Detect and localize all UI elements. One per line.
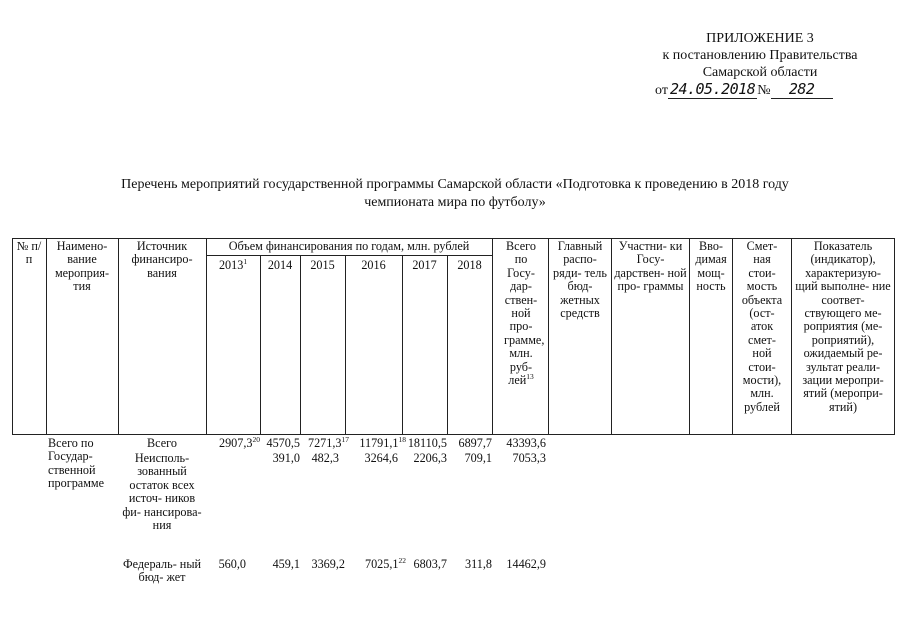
year-2013-text: 2013 bbox=[218, 258, 244, 272]
number-prefix: № bbox=[757, 83, 771, 98]
row-federal-2015: 3369,2 bbox=[311, 557, 345, 571]
grid-line bbox=[689, 238, 690, 435]
row-federal-2016 bbox=[340, 555, 406, 571]
value: 7025,1 bbox=[364, 557, 399, 571]
appendix-decree: к постановлению Правительства bbox=[662, 48, 858, 63]
row-federal-2018: 311,8 bbox=[465, 557, 492, 571]
header-source: Источник финансиро- вания bbox=[131, 239, 193, 280]
row-total-name: Всего по Государ- ственной программе bbox=[48, 436, 105, 491]
funding-subheader-line bbox=[206, 255, 492, 256]
grid-line bbox=[260, 255, 261, 435]
header-year-2017: 2017 bbox=[412, 258, 437, 272]
handwritten-number: 282 bbox=[771, 80, 833, 99]
header-year-2013 bbox=[206, 258, 260, 273]
header-year-2015: 2015 bbox=[310, 258, 335, 272]
row-total-2014: 4570,5 bbox=[266, 436, 300, 450]
row-total-sum: 43393,6 bbox=[506, 436, 546, 450]
row-balance-2017: 2206,3 bbox=[413, 451, 447, 465]
grid-line bbox=[118, 238, 119, 435]
header-name: Наимено- вание мероприя- тия bbox=[54, 239, 110, 294]
header-total-note: 13 bbox=[526, 372, 534, 381]
grid-line bbox=[732, 238, 733, 435]
row-balance-2016: 3264,6 bbox=[364, 451, 398, 465]
header-year-2016: 2016 bbox=[361, 258, 386, 272]
appendix-date-line bbox=[655, 80, 833, 99]
value: 2907,3 bbox=[218, 436, 253, 450]
row-total-2018: 6897,7 bbox=[458, 436, 492, 450]
row-total-2016 bbox=[340, 434, 406, 450]
handwritten-date: 24.05.2018 bbox=[669, 80, 756, 98]
title-line-1: Перечень мероприятий государственной программы Самарской области «Подготовка к проведению в 2018 году bbox=[121, 177, 789, 192]
header-admin: Главный распо- ряди- тель бюд- жетных средств bbox=[553, 239, 607, 321]
header-participants: Участни- ки Госу- дарствен- ной про- граммы bbox=[614, 239, 687, 294]
date-prefix: от bbox=[655, 83, 668, 98]
row-federal-2017: 6803,7 bbox=[413, 557, 447, 571]
row-federal-sum: 14462,9 bbox=[506, 557, 546, 571]
row-federal-2014: 459,1 bbox=[272, 557, 300, 571]
header-year-2014: 2014 bbox=[267, 258, 293, 272]
header-total-text: Всего по Госу- дар- ствен- ной про- грамме, млн. руб- лей bbox=[504, 239, 545, 388]
grid-line bbox=[611, 238, 612, 435]
grid-line bbox=[300, 255, 301, 435]
row-federal-2013: 560,0 bbox=[218, 557, 246, 571]
row-total-2017: 18110,5 bbox=[407, 436, 447, 450]
header-num: № п/п bbox=[16, 239, 42, 267]
grid-line bbox=[402, 255, 403, 435]
row-total-2013 bbox=[196, 434, 260, 450]
row-balance-source: Неисполь- зованный остаток всех источ- ников фи- нансирова- ния bbox=[122, 451, 202, 533]
grid-line bbox=[12, 238, 13, 435]
footnote: 20 bbox=[252, 434, 260, 444]
appendix-region: Самарской области bbox=[702, 65, 818, 80]
row-federal-source: Федераль- ный бюд- жет bbox=[122, 557, 202, 585]
row-total-source: Всего bbox=[147, 436, 177, 450]
grid-line bbox=[894, 238, 895, 435]
row-balance-2014: 391,0 bbox=[272, 451, 300, 465]
header-year-2018: 2018 bbox=[457, 258, 482, 272]
document-title bbox=[40, 176, 870, 212]
appendix-block bbox=[630, 30, 890, 81]
footnote: 18 bbox=[398, 434, 406, 444]
table-header-bottom-border bbox=[12, 434, 894, 435]
grid-line bbox=[492, 238, 493, 435]
header-estimate: Смет- ная стои- мость объекта (ост- аток смет- ной стои- мости), млн. рублей bbox=[741, 239, 783, 414]
grid-line bbox=[791, 238, 792, 435]
footnote: 17 bbox=[341, 434, 349, 444]
value: 7271,3 bbox=[307, 436, 342, 450]
grid-line bbox=[46, 238, 47, 435]
row-balance-sum: 7053,3 bbox=[512, 451, 546, 465]
grid-line bbox=[548, 238, 549, 435]
header-total bbox=[504, 239, 545, 388]
value: 11791,1 bbox=[359, 436, 399, 450]
appendix-title: ПРИЛОЖЕНИЕ 3 bbox=[706, 31, 814, 46]
year-2013-note: 1 bbox=[243, 256, 248, 266]
header-indicator: Показатель (индикатор), характеризую- щий выполне- ние соответ- ствующего ме- роприятия (ме- роприятий), ожидаемый ре- зультат реали- зации меропри- ятий (меропри- ятий) bbox=[795, 239, 891, 414]
header-funding: Объем финансирования по годам, млн. рублей bbox=[228, 239, 470, 253]
row-balance-2015: 482,3 bbox=[311, 451, 339, 465]
grid-line bbox=[447, 255, 448, 435]
grid-line bbox=[345, 255, 346, 435]
title-line-2: чемпионата мира по футболу» bbox=[364, 195, 546, 210]
footnote: 22 bbox=[398, 555, 406, 565]
header-capacity: Вво- димая мощ- ность bbox=[695, 239, 727, 294]
row-balance-2018: 709,1 bbox=[464, 451, 492, 465]
